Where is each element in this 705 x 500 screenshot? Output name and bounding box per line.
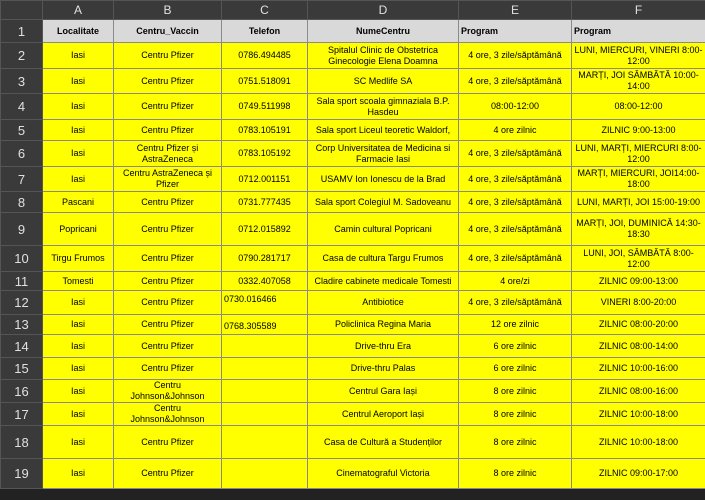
cell-centru-vaccin[interactable]: Centru Pfizer bbox=[114, 213, 222, 246]
cell-telefon[interactable]: 0731.777435 bbox=[222, 192, 308, 213]
cell-program[interactable]: 08:00-12:00 bbox=[459, 94, 572, 120]
cell-numecentru[interactable]: Antibiotice bbox=[308, 291, 459, 315]
column-header-b[interactable]: B bbox=[114, 1, 222, 20]
row-header[interactable]: 6 bbox=[1, 141, 43, 167]
row-header[interactable]: 1 bbox=[1, 20, 43, 43]
cell-program-2[interactable]: 08:00-12:00 bbox=[572, 94, 705, 120]
cell-telefon[interactable] bbox=[222, 358, 308, 380]
cell-program[interactable]: 4 ore, 3 zile/săptămână bbox=[459, 192, 572, 213]
cell-centru-vaccin[interactable]: Centru Pfizer bbox=[114, 272, 222, 291]
header-cell-localitate[interactable]: Localitate bbox=[43, 20, 114, 43]
cell-program[interactable]: 4 ore, 3 zile/săptămână bbox=[459, 43, 572, 69]
table-row bbox=[1, 246, 705, 272]
cell-centru-vaccin[interactable]: Centru Pfizer bbox=[114, 291, 222, 315]
cell-numecentru[interactable]: SC Medlife SA bbox=[308, 69, 459, 94]
cell-telefon[interactable] bbox=[222, 459, 308, 489]
cell-localitate[interactable]: Iasi bbox=[43, 426, 114, 459]
table-row bbox=[1, 120, 705, 141]
table-row bbox=[1, 141, 705, 167]
cell-program[interactable]: 4 ore, 3 zile/săptămână bbox=[459, 141, 572, 167]
row-header[interactable]: 3 bbox=[1, 69, 43, 94]
cell-program-2[interactable]: ZILNIC 10:00-18:00 bbox=[572, 426, 705, 459]
table-row bbox=[1, 69, 705, 94]
cell-numecentru[interactable]: Drive-thru Palas bbox=[308, 358, 459, 380]
cell-program[interactable]: 4 ore, 3 zile/săptămână bbox=[459, 246, 572, 272]
row-header[interactable]: 15 bbox=[1, 358, 43, 380]
cell-numecentru[interactable]: Sala sport Colegiul M. Sadoveanu bbox=[308, 192, 459, 213]
cell-numecentru[interactable]: Centrul Aeroport Iași bbox=[308, 403, 459, 426]
column-header-d[interactable]: D bbox=[308, 1, 459, 20]
cell-program[interactable]: 4 ore/zi bbox=[459, 272, 572, 291]
cell-localitate[interactable]: Iasi bbox=[43, 291, 114, 315]
cell-numecentru[interactable]: Casa de cultura Targu Frumos bbox=[308, 246, 459, 272]
table-row bbox=[1, 20, 705, 43]
cell-numecentru[interactable]: Sala sport scoala gimnaziala B.P. Hasdeu bbox=[308, 94, 459, 120]
cell-telefon[interactable] bbox=[222, 426, 308, 459]
cell-program-2[interactable]: LUNI, MIERCURI, VINERI 8:00-12:00 bbox=[572, 43, 705, 69]
header-cell-centru-vaccin[interactable]: Centru_Vaccin bbox=[114, 20, 222, 43]
table-row bbox=[1, 167, 705, 192]
column-header-a[interactable]: A bbox=[43, 1, 114, 20]
header-cell-numecentru[interactable]: NumeCentru bbox=[308, 20, 459, 43]
table-row bbox=[1, 403, 705, 426]
cell-program-2[interactable]: MARȚI, JOI, DUMINICĂ 14:30-18:30 bbox=[572, 213, 705, 246]
cell-centru-vaccin[interactable]: Centru Pfizer bbox=[114, 246, 222, 272]
cell-program-2[interactable]: ZILNIC 09:00-13:00 bbox=[572, 272, 705, 291]
cell-numecentru[interactable]: Sala sport Liceul teoretic Waldorf, bbox=[308, 120, 459, 141]
row-header[interactable]: 19 bbox=[1, 459, 43, 489]
cell-telefon[interactable]: 0768.305589 bbox=[222, 315, 308, 335]
cell-centru-vaccin[interactable]: Centru AstraZeneca și Pfizer bbox=[114, 167, 222, 192]
select-all-corner[interactable] bbox=[1, 1, 43, 20]
cell-localitate[interactable]: Iasi bbox=[43, 358, 114, 380]
header-cell-telefon[interactable]: Telefon bbox=[222, 20, 308, 43]
cell-program-2[interactable]: ZILNIC 9:00-13:00 bbox=[572, 120, 705, 141]
cell-program-2[interactable]: MARȚI, MIERCURI, JOI14:00-18:00 bbox=[572, 167, 705, 192]
column-header-c[interactable]: C bbox=[222, 1, 308, 20]
cell-telefon[interactable]: 0712.015892 bbox=[222, 213, 308, 246]
column-header-e[interactable]: E bbox=[459, 1, 572, 20]
cell-telefon[interactable]: 0783.105191 bbox=[222, 120, 308, 141]
cell-telefon[interactable] bbox=[222, 335, 308, 358]
cell-telefon[interactable]: 0712.001151 bbox=[222, 167, 308, 192]
cell-program-2[interactable]: ZILNIC 08:00-20:00 bbox=[572, 315, 705, 335]
row-header[interactable]: 10 bbox=[1, 246, 43, 272]
table-row bbox=[1, 358, 705, 380]
row-header[interactable]: 14 bbox=[1, 335, 43, 358]
cell-program[interactable]: 6 ore zilnic bbox=[459, 358, 572, 380]
cell-localitate[interactable]: Iasi bbox=[43, 167, 114, 192]
table-row bbox=[1, 213, 705, 246]
cell-numecentru[interactable]: USAMV Ion Ionescu de la Brad bbox=[308, 167, 459, 192]
cell-numecentru[interactable]: Policlinica Regina Maria bbox=[308, 315, 459, 335]
cell-telefon[interactable]: 0332.407058 bbox=[222, 272, 308, 291]
cell-localitate[interactable]: Tomesti bbox=[43, 272, 114, 291]
cell-program-2[interactable]: LUNI, JOI, SÂMBĂTĂ 8:00-12:00 bbox=[572, 246, 705, 272]
cell-program-2[interactable]: ZILNIC 09:00-17:00 bbox=[572, 459, 705, 489]
cell-numecentru[interactable]: Cladire cabinete medicale Tomesti bbox=[308, 272, 459, 291]
cell-localitate[interactable]: Iasi bbox=[43, 94, 114, 120]
cell-centru-vaccin[interactable]: Centru Johnson&Johnson bbox=[114, 380, 222, 403]
cell-centru-vaccin[interactable]: Centru Pfizer și AstraZeneca bbox=[114, 141, 222, 167]
table-row bbox=[1, 192, 705, 213]
cell-numecentru[interactable]: Cinematograful Victoria bbox=[308, 459, 459, 489]
table-row bbox=[1, 315, 705, 335]
row-header[interactable]: 13 bbox=[1, 315, 43, 335]
table-row bbox=[1, 426, 705, 459]
cell-localitate[interactable]: Pascani bbox=[43, 192, 114, 213]
cell-localitate[interactable]: Popricani bbox=[43, 213, 114, 246]
cell-telefon[interactable]: 0783.105192 bbox=[222, 141, 308, 167]
cell-telefon[interactable]: 0790.281717 bbox=[222, 246, 308, 272]
row-header[interactable]: 12 bbox=[1, 291, 43, 315]
table-row bbox=[1, 94, 705, 120]
table-row bbox=[1, 291, 705, 315]
row-header[interactable]: 2 bbox=[1, 43, 43, 69]
cell-program[interactable]: 6 ore zilnic bbox=[459, 335, 572, 358]
cell-localitate[interactable]: Tirgu Frumos bbox=[43, 246, 114, 272]
cell-localitate[interactable]: Iasi bbox=[43, 120, 114, 141]
table-row bbox=[1, 380, 705, 403]
cell-localitate[interactable]: Iasi bbox=[43, 403, 114, 426]
cell-numecentru[interactable]: Camin cultural Popricani bbox=[308, 213, 459, 246]
cell-localitate[interactable]: Iasi bbox=[43, 380, 114, 403]
cell-localitate[interactable]: Iasi bbox=[43, 315, 114, 335]
cell-program-2[interactable]: LUNI, MARȚI, MIERCURI 8:00-12:00 bbox=[572, 141, 705, 167]
cell-centru-vaccin[interactable]: Centru Johnson&Johnson bbox=[114, 403, 222, 426]
cell-program[interactable]: 8 ore zilnic bbox=[459, 403, 572, 426]
table-row bbox=[1, 272, 705, 291]
cell-localitate[interactable]: Iasi bbox=[43, 141, 114, 167]
cell-telefon[interactable] bbox=[222, 403, 308, 426]
cell-telefon[interactable]: 0730.016466 bbox=[222, 291, 308, 315]
cell-program[interactable]: 4 ore, 3 zile/săptămână bbox=[459, 291, 572, 315]
cell-centru-vaccin[interactable]: Centru Pfizer bbox=[114, 358, 222, 380]
cell-localitate[interactable]: Iasi bbox=[43, 335, 114, 358]
cell-program-2[interactable]: MARȚI, JOI SÂMBĂTĂ 10:00-14:00 bbox=[572, 69, 705, 94]
cell-telefon[interactable]: 0786.494485 bbox=[222, 43, 308, 69]
cell-localitate[interactable]: Iasi bbox=[43, 43, 114, 69]
table-row bbox=[1, 459, 705, 489]
cell-program-2[interactable]: ZILNIC 08:00-16:00 bbox=[572, 380, 705, 403]
cell-telefon[interactable]: 0751.518091 bbox=[222, 69, 308, 94]
header-cell-program-2[interactable]: Program bbox=[572, 20, 705, 43]
cell-program[interactable]: 8 ore zilnic bbox=[459, 380, 572, 403]
cell-localitate[interactable]: Iasi bbox=[43, 69, 114, 94]
cell-program[interactable]: 4 ore, 3 zile/săptămână bbox=[459, 69, 572, 94]
cell-centru-vaccin[interactable]: Centru Pfizer bbox=[114, 426, 222, 459]
cell-centru-vaccin[interactable]: Centru Pfizer bbox=[114, 335, 222, 358]
cell-centru-vaccin[interactable]: Centru Pfizer bbox=[114, 43, 222, 69]
row-header[interactable]: 9 bbox=[1, 213, 43, 246]
cell-centru-vaccin[interactable]: Centru Pfizer bbox=[114, 69, 222, 94]
cell-program[interactable]: 8 ore zilnic bbox=[459, 459, 572, 489]
cell-numecentru[interactable]: Drive-thru Era bbox=[308, 335, 459, 358]
column-header-row bbox=[1, 1, 705, 20]
cell-program[interactable]: 4 ore, 3 zile/săptămână bbox=[459, 213, 572, 246]
column-header-f[interactable]: F bbox=[572, 1, 705, 20]
cell-program-2[interactable]: VINERI 8:00-20:00 bbox=[572, 291, 705, 315]
cell-numecentru[interactable]: Spitalul Clinic de Obstetrica Ginecologie Elena Doamna bbox=[308, 43, 459, 69]
table-row bbox=[1, 43, 705, 69]
cell-centru-vaccin[interactable]: Centru Pfizer bbox=[114, 315, 222, 335]
row-header[interactable]: 17 bbox=[1, 403, 43, 426]
cell-program[interactable]: 8 ore zilnic bbox=[459, 426, 572, 459]
cell-program-2[interactable]: ZILNIC 10:00-18:00 bbox=[572, 403, 705, 426]
cell-program-2[interactable]: ZILNIC 08:00-14:00 bbox=[572, 335, 705, 358]
row-header[interactable]: 4 bbox=[1, 94, 43, 120]
cell-centru-vaccin[interactable]: Centru Pfizer bbox=[114, 120, 222, 141]
cell-telefon[interactable] bbox=[222, 380, 308, 403]
row-header[interactable]: 11 bbox=[1, 272, 43, 291]
cell-program[interactable]: 4 ore, 3 zile/săptămână bbox=[459, 167, 572, 192]
header-cell-program[interactable]: Program bbox=[459, 20, 572, 43]
cell-program-2[interactable]: LUNI, MARȚI, JOI 15:00-19:00 bbox=[572, 192, 705, 213]
row-header[interactable]: 18 bbox=[1, 426, 43, 459]
cell-centru-vaccin[interactable]: Centru Pfizer bbox=[114, 94, 222, 120]
cell-program[interactable]: 12 ore zilnic bbox=[459, 315, 572, 335]
cell-centru-vaccin[interactable]: Centru Pfizer bbox=[114, 459, 222, 489]
cell-centru-vaccin[interactable]: Centru Pfizer bbox=[114, 192, 222, 213]
cell-localitate[interactable]: Iasi bbox=[43, 459, 114, 489]
cell-telefon[interactable]: 0749.511998 bbox=[222, 94, 308, 120]
table-row bbox=[1, 335, 705, 358]
cell-numecentru[interactable]: Corp Universitatea de Medicina si Farmacie Iasi bbox=[308, 141, 459, 167]
cell-numecentru[interactable]: Centrul Gara Iași bbox=[308, 380, 459, 403]
row-header[interactable]: 5 bbox=[1, 120, 43, 141]
row-header[interactable]: 8 bbox=[1, 192, 43, 213]
cell-numecentru[interactable]: Casa de Cultură a Studenților bbox=[308, 426, 459, 459]
row-header[interactable]: 7 bbox=[1, 167, 43, 192]
cell-program-2[interactable]: ZILNIC 10:00-16:00 bbox=[572, 358, 705, 380]
row-header[interactable]: 16 bbox=[1, 380, 43, 403]
cell-program[interactable]: 4 ore zilnic bbox=[459, 120, 572, 141]
